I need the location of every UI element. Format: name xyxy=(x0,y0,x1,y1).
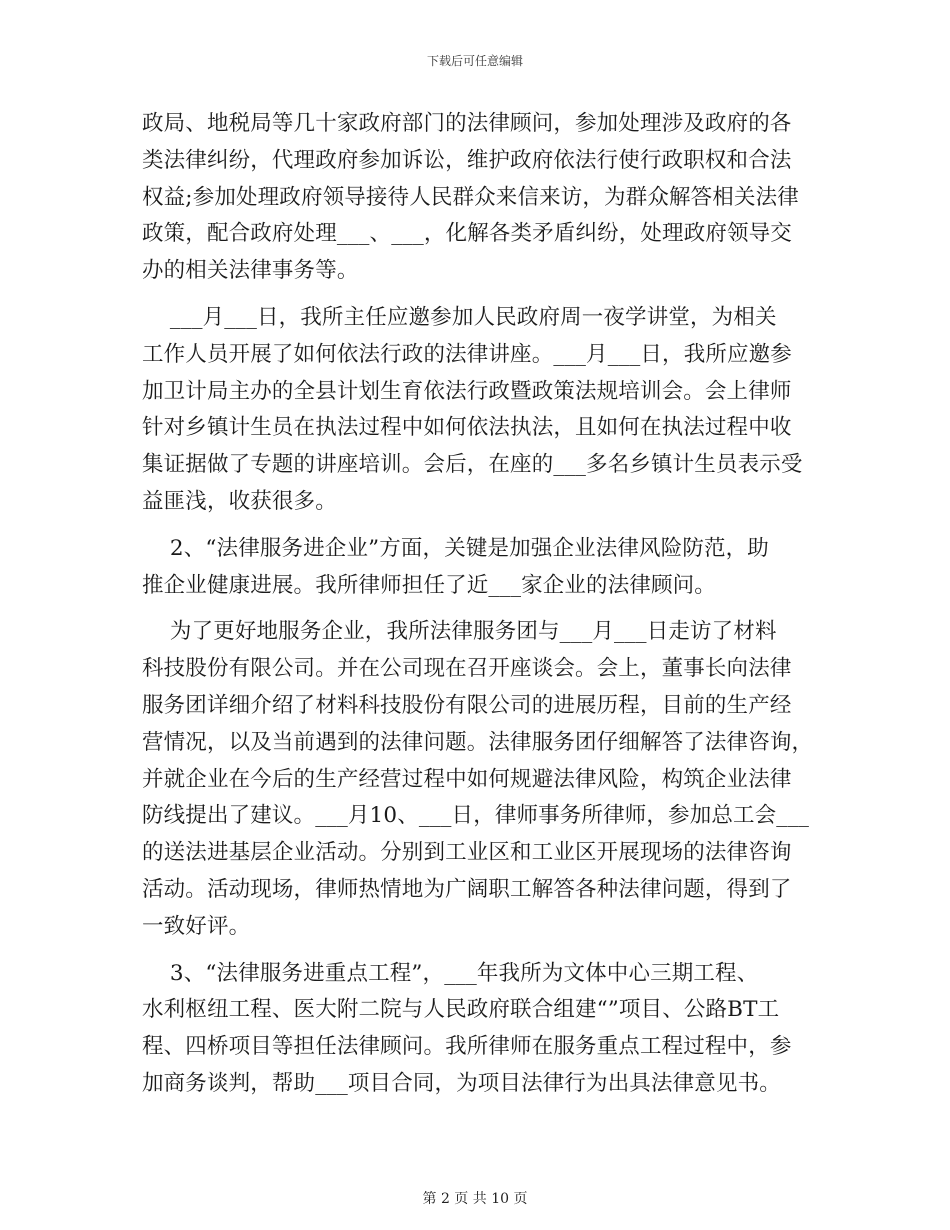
text-line: 并就企业在今后的生产经营过程中如何规避法律风险，构筑企业法律 xyxy=(142,766,792,792)
text-line: 工作人员开展了如何依法行政的法律讲座。___月___日，我所应邀参 xyxy=(142,341,792,367)
page-footer: 第 2 页 共 10 页 xyxy=(422,1191,528,1207)
paragraph xyxy=(142,300,806,521)
text-line: 权益;参加处理政府领导接待人民群众来信来访，为群众解答相关法律 xyxy=(142,184,799,210)
text-line: 活动。活动现场，律师热情地为广阔职工解答各种法律问题，得到了 xyxy=(142,876,792,902)
text-line: 为了更好地服务企业，我所法律服务团与___月___日走访了材料 xyxy=(142,619,777,645)
paragraph xyxy=(142,614,814,945)
text-line: 类法律纠纷，代理政府参加诉讼，维护政府依法行使行政职权和合法 xyxy=(142,147,792,173)
text-line: 办的相关法律事务等。 xyxy=(142,258,359,284)
text-line: 益匪浅，收获很多。 xyxy=(142,488,337,514)
text-line: 政局、地税局等几十家政府部门的法律顾问，参加处理涉及政府的各 xyxy=(142,111,792,136)
text-line: 营情况，以及当前遇到的法律问题。法律服务团仔细解答了法律咨询， xyxy=(142,729,814,755)
text-line: 政策，配合政府处理___、___，化解各类矛盾纠纷，处理政府领导交 xyxy=(142,221,792,247)
paragraph xyxy=(142,106,806,290)
text-line: 加商务谈判，帮助___项目合同，为项目法律行为出具法律意见书。 xyxy=(142,1070,781,1096)
text-line: 集证据做了专题的讲座培训。会后，在座的___多名乡镇计生员表示受 xyxy=(142,452,803,478)
text-line: 一致好评。 xyxy=(142,913,251,939)
paragraph xyxy=(142,956,806,1103)
text-line: 科技股份有限公司。并在公司现在召开座谈会。会上，董事长向法律 xyxy=(142,656,792,682)
text-line: 3、“法律服务进重点工程”，___年我所为文体中心三期工程、 xyxy=(142,960,759,986)
text-line: 加卫计局主办的全县计划生育依法行政暨政策法规培训会。会上律师 xyxy=(142,378,792,404)
document-body xyxy=(142,106,814,1103)
paragraph xyxy=(142,531,806,605)
text-line: 防线提出了建议。___月10、___日，律师事务所律师，参加总工会___ xyxy=(142,803,810,829)
text-line: 服务团详细介绍了材料科技股份有限公司的进展历程，目前的生产经 xyxy=(142,692,792,718)
text-line: 的送法进基层企业活动。分别到工业区和工业区开展现场的法律咨询 xyxy=(142,840,792,866)
text-line: 程、四桥项目等担任法律顾问。我所律师在服务重点工程过程中，参 xyxy=(142,1034,792,1060)
text-line: 针对乡镇计生员在执法过程中如何依法执法，且如何在执法过程中收 xyxy=(142,415,792,441)
text-line: 2、“法律服务进企业”方面，关键是加强企业法律风险防范，助 xyxy=(142,535,769,561)
page-header: 下载后可任意编辑 xyxy=(426,54,523,68)
text-line: ___月___日，我所主任应邀参加人民政府周一夜学讲堂，为相关 xyxy=(142,304,777,330)
text-line: 推企业健康进展。我所律师担任了近___家企业的法律顾问。 xyxy=(142,572,716,598)
text-line: 水利枢纽工程、医大附二院与人民政府联合组建“”项目、公路BT工 xyxy=(142,997,780,1023)
